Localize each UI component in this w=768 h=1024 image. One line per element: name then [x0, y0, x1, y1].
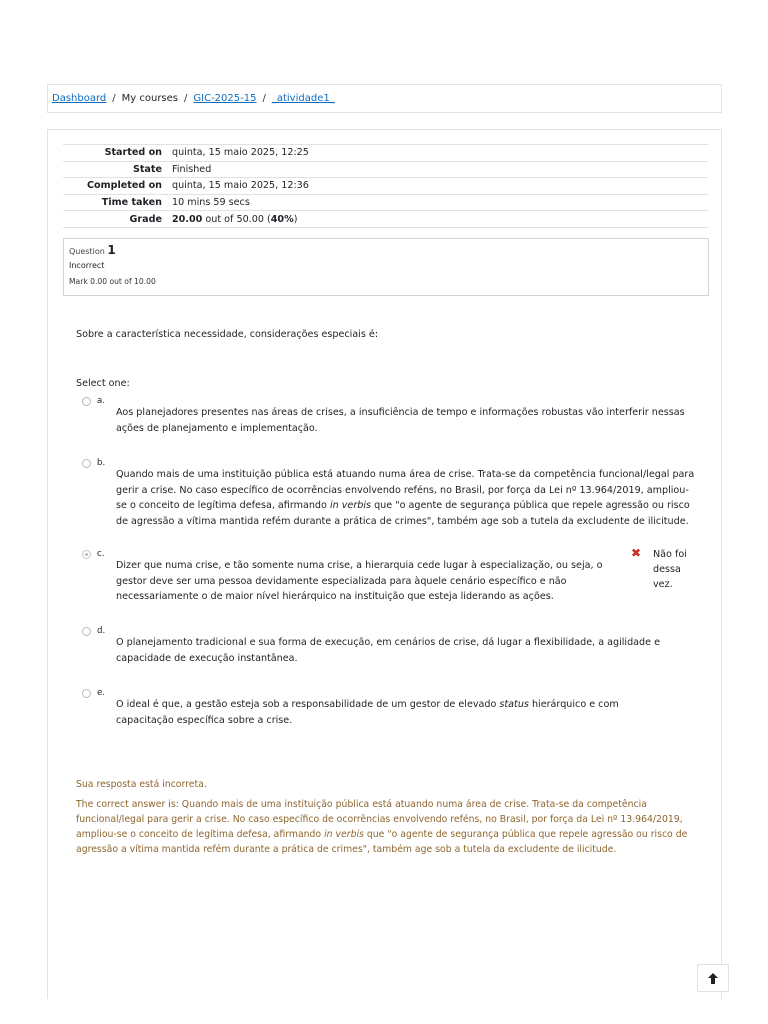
- grade-percent: 40%: [270, 213, 294, 225]
- arrow-up-icon: [708, 973, 718, 984]
- quiz-review-card: [47, 129, 722, 999]
- question-text: Sobre a característica necessidade, considerações especiais é:: [76, 329, 379, 340]
- question-number: 1: [107, 243, 116, 257]
- outcome-feedback: [76, 777, 696, 857]
- summary-label: State: [63, 161, 167, 178]
- summary-value: Finished: [167, 161, 708, 178]
- summary-label: Started on: [63, 145, 167, 162]
- breadcrumb-separator: /: [262, 93, 266, 104]
- cross-icon: ✖: [631, 546, 642, 560]
- summary-value: quinta, 15 maio 2025, 12:25: [167, 145, 708, 162]
- summary-label: Grade: [63, 211, 167, 228]
- option-text: O ideal é que, a gestão esteja sob a responsabilidade de um gestor de elevado status hierárquico e com capacitação específica sobre a crise.: [116, 699, 619, 726]
- italic-term: status: [499, 699, 529, 710]
- option-letter: b.: [97, 458, 106, 468]
- breadcrumb-course[interactable]: GIC-2025-15: [193, 93, 257, 104]
- summary-row: [63, 194, 708, 211]
- summary-row: [63, 145, 708, 162]
- radio-button[interactable]: [82, 397, 91, 406]
- option-text: O planejamento tradicional e sua forma de execução, em cenários de crise, dá lugar a flexibilidade, a agilidade e capacidade de execução instantânea.: [116, 637, 661, 664]
- option-text: Quando mais de uma instituição pública está atuando numa área de crise. Trata-se da competência funcional/legal para gerir a crise. No caso específico de ocorrências envolvendo reféns, no Brasil, por força da Lei nº 13.964/2019, ampliou-se o conceito de legítima defesa, afirmando in verbis que "o agente de segurança pública que repele agressão ou risco de agressão a vítima mantida refém durante a prática de crimes", também age sob a tutela da excludente de ilicitude.: [116, 469, 695, 527]
- grade-value: [167, 211, 708, 228]
- summary-label: Time taken: [63, 194, 167, 211]
- breadcrumb-activity[interactable]: _atividade1_: [271, 93, 335, 104]
- summary-label: Completed on: [63, 178, 167, 195]
- option-letter: a.: [97, 396, 105, 406]
- grade-out-of: out of 50.00 (: [205, 213, 271, 225]
- correct-answer-text: The correct answer is: Quando mais de uma instituição pública está atuando numa área de crise. Trata-se da competência funcional/legal para gerir a crise. No caso específico de ocorrências envolvendo reféns, no Brasil, por força da Lei nº 13.964/2019, ampliou-se o conceito de legítima defesa, afirmando in verbis que "o agente de segurança pública que repele agressão ou risco de agressão a vítima mantida refém durante a prática de crimes", também age sob a tutela da excludente de ilicitude.: [76, 799, 688, 855]
- summary-row: [63, 178, 708, 195]
- grade-score: 20.00: [172, 213, 203, 225]
- radio-button[interactable]: [82, 459, 91, 468]
- question-prefix: Question: [69, 247, 105, 256]
- general-feedback: Sua resposta está incorreta.: [76, 779, 207, 790]
- option-letter: e.: [97, 688, 106, 698]
- option-letter: d.: [97, 626, 106, 636]
- question-info-box: [63, 238, 709, 296]
- option-letter: c.: [97, 549, 105, 559]
- summary-value: quinta, 15 maio 2025, 12:36: [167, 178, 708, 195]
- question-mark: Mark 0.00 out of 10.00: [69, 277, 156, 286]
- radio-button-selected[interactable]: [82, 550, 91, 559]
- summary-row-grade: [63, 211, 708, 228]
- summary-row: [63, 161, 708, 178]
- option-text: Aos planejadores presentes nas áreas de crises, a insuficiência de tempo e informações robustas vão interferir nessas ações de planejamento e implementação.: [116, 407, 685, 434]
- breadcrumb-dashboard[interactable]: Dashboard: [52, 93, 107, 104]
- radio-button[interactable]: [82, 627, 91, 636]
- breadcrumb-separator: /: [112, 93, 116, 104]
- breadcrumb-separator: /: [184, 93, 188, 104]
- option-feedback: Não foi dessa vez.: [653, 549, 687, 590]
- question-state: Incorrect: [69, 261, 105, 270]
- italic-term: in verbis: [329, 500, 372, 511]
- select-one-prompt: Select one:: [76, 378, 130, 389]
- grade-close: ): [293, 213, 298, 225]
- attempt-summary-table: [63, 144, 708, 228]
- breadcrumb-my-courses: My courses: [121, 93, 179, 104]
- breadcrumb: [47, 84, 722, 113]
- radio-button[interactable]: [82, 689, 91, 698]
- back-to-top-button[interactable]: [697, 964, 729, 992]
- option-text: Dizer que numa crise, e tão somente numa crise, a hierarquia cede lugar à especialização, ou seja, o gestor deve ser uma pessoa devidamente especializada para àquele cenário específico e não necessariamente o de maior nível hierárquico na instituição que esteja liderando as ações.: [116, 560, 603, 602]
- summary-value: 10 mins 59 secs: [167, 194, 708, 211]
- italic-term: in verbis: [324, 829, 364, 840]
